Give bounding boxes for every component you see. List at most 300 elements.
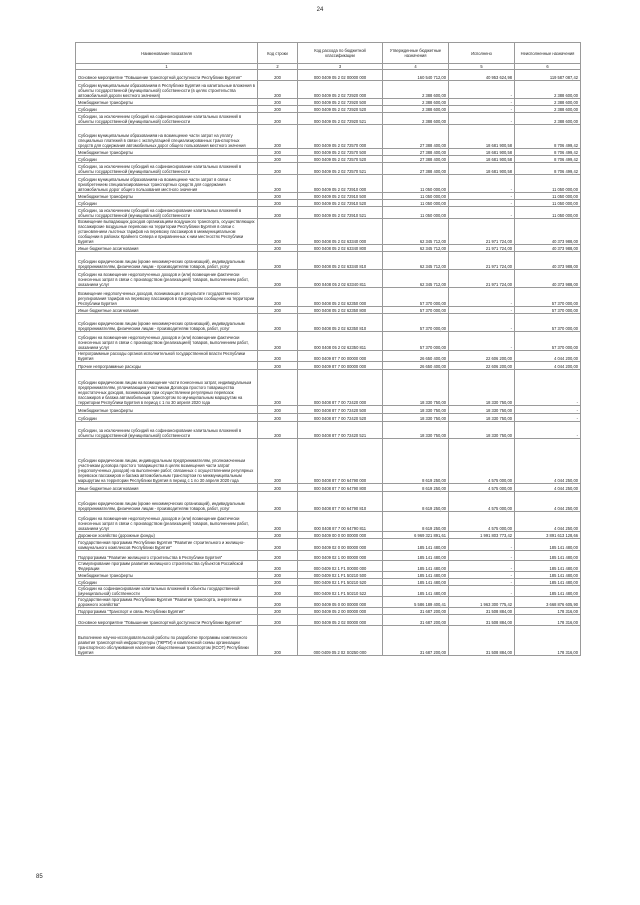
row-line-code: 200: [258, 70, 298, 81]
row-budget-code: 000 0409 05 0 00 00000 000: [298, 597, 383, 608]
row-name: Субсидии юридическим лицам (кроме некоммерческих организаций), индивидуальным предпринимателям, физическим лицам - производителям товаров, работ, услуг: [76, 252, 258, 270]
row-line-code: 200: [258, 156, 298, 163]
row-name: Субсидии: [76, 106, 258, 113]
row-unexecuted: -: [515, 414, 581, 422]
row-executed: -: [449, 561, 515, 572]
row-line-code: 200: [258, 314, 298, 332]
row-executed: 18 681 900,58: [449, 149, 515, 156]
table-row: [76, 193, 581, 200]
column-header-approved: Утвержденные бюджетные назначения: [383, 43, 449, 64]
row-name: Субсидии юридическим лицам (кроме некоммерческих организаций), индивидуальным предпринимателям, физическим лицам - производителям товаров, работ, услуг: [76, 314, 258, 332]
row-budget-code: 000 0408 05 2 02 63340 810: [298, 252, 383, 270]
row-line-code: 200: [258, 106, 298, 113]
table-row: [76, 288, 581, 307]
row-executed: 4 575 000,00: [449, 484, 515, 492]
row-name: Субсидии муниципальным образованиям в Республике Бурятия на капитальные вложения в объекты государственной (муниципальной) собственности (в целях строительства автомобильной дороги местного значения): [76, 81, 258, 99]
row-line-code: 200: [258, 551, 298, 561]
row-unexecuted: 178 316,00: [515, 608, 581, 615]
row-name: Субсидии: [76, 156, 258, 163]
row-budget-code: 000 0409 87 7 00 00000 000: [298, 362, 383, 370]
row-executed: 1 991 803 773,42: [449, 532, 515, 539]
row-executed: 21 971 724,00: [449, 270, 515, 288]
column-header-unexecuted: Неисполненные назначения: [515, 43, 581, 64]
row-approved: 11 050 000,00: [383, 207, 449, 219]
row-executed: -: [449, 207, 515, 219]
row-line-code: 200: [258, 422, 298, 439]
table-row: [76, 245, 581, 252]
table-row: [76, 484, 581, 492]
row-budget-code: 000 0409 00 0 00 00000 000: [298, 532, 383, 539]
row-executed: -: [449, 200, 515, 207]
row-name: Стимулирование программ развития жилищного строительства субъектов Российской Федерации: [76, 561, 258, 572]
row-name: Подпрограмма "Транспорт и связь Республики Бурятия": [76, 608, 258, 615]
table-row: [76, 626, 581, 656]
row-budget-code: 000 0409 05 2 02 72910 520: [298, 200, 383, 207]
table-row: [76, 597, 581, 608]
row-unexecuted: 40 373 988,00: [515, 270, 581, 288]
row-name: Иные бюджетные ассигнования: [76, 484, 258, 492]
row-name: Непрограммные расходы органов исполнительной государственной власти Республики Бурятия: [76, 351, 258, 362]
row-name: Иные бюджетные ассигнования: [76, 307, 258, 314]
row-approved: 5 586 189 400,41: [383, 597, 449, 608]
column-number: 2: [258, 64, 298, 70]
row-name: Возмещение недополученных доходов, возникающих в результате государственного регулирования тарифов на перевозку пассажиров в пригородном сообщении на территории Республики Бурятия: [76, 288, 258, 307]
row-name: Основное мероприятие "Повышение транспортной доступности Республики Бурятия": [76, 70, 258, 81]
table-row: [76, 414, 581, 422]
row-name: Субсидии на софинансирование капитальных вложений в объекты государственной (муниципальной) собственности: [76, 586, 258, 597]
row-unexecuted: 4 044 250,00: [515, 512, 581, 532]
table-row: [76, 492, 581, 512]
row-budget-code: 000 0409 05 2 02 00000 000: [298, 70, 383, 81]
row-line-code: 200: [258, 207, 298, 219]
row-name: Государственная программа Республики Бурятия "Развитие строительного и жилищно-коммунального комплексов Республики Бурятия": [76, 539, 258, 551]
row-unexecuted: 2 388 600,00: [515, 113, 581, 125]
row-unexecuted: 57 370 000,00: [515, 288, 581, 307]
row-executed: -: [449, 332, 515, 351]
row-approved: 18 330 750,00: [383, 414, 449, 422]
row-name: Субсидии: [76, 579, 258, 586]
row-unexecuted: -: [515, 406, 581, 414]
row-name: Субсидии: [76, 200, 258, 207]
row-unexecuted: 57 370 000,00: [515, 332, 581, 351]
row-unexecuted: 4 044 250,00: [515, 439, 581, 484]
row-approved: 18 330 750,00: [383, 406, 449, 414]
row-approved: 2 388 600,00: [383, 106, 449, 113]
table-row: [76, 270, 581, 288]
row-budget-code: 000 0408 87 7 00 64790 811: [298, 512, 383, 532]
row-line-code: 200: [258, 370, 298, 406]
budget-execution-table: [75, 42, 581, 656]
row-budget-code: 000 0409 02 1 F1 00000 000: [298, 561, 383, 572]
row-approved: 62 345 712,00: [383, 270, 449, 288]
row-unexecuted: 8 706 499,42: [515, 125, 581, 149]
table-row: [76, 156, 581, 163]
row-budget-code: 000 0409 02 1 F1 50210 500: [298, 572, 383, 579]
column-number: 3: [298, 64, 383, 70]
row-line-code: 200: [258, 332, 298, 351]
column-header-name: Наименование показателя: [76, 43, 258, 64]
row-executed: -: [449, 307, 515, 314]
row-budget-code: 000 0409 05 2 02 72920 521: [298, 113, 383, 125]
row-name: Иные бюджетные ассигнования: [76, 245, 258, 252]
table-row: [76, 572, 581, 579]
row-budget-code: 000 0408 87 7 00 72420 500: [298, 406, 383, 414]
footer-number: 85: [36, 874, 43, 880]
row-executed: 31 508 884,00: [449, 615, 515, 626]
row-approved: 27 388 400,00: [383, 156, 449, 163]
row-line-code: 200: [258, 270, 298, 288]
row-executed: 18 330 750,00: [449, 414, 515, 422]
row-approved: 2 388 600,00: [383, 99, 449, 106]
row-budget-code: 000 0408 05 2 02 62350 810: [298, 314, 383, 332]
row-approved: 27 388 400,00: [383, 163, 449, 175]
column-number: 5: [449, 64, 515, 70]
row-unexecuted: 57 370 000,00: [515, 307, 581, 314]
row-executed: 21 971 724,00: [449, 252, 515, 270]
table-row: [76, 551, 581, 561]
row-executed: -: [449, 99, 515, 106]
row-approved: 185 141 480,00: [383, 572, 449, 579]
row-line-code: 200: [258, 586, 298, 597]
table-row: [76, 219, 581, 245]
row-name: Прочие непрограммные расходы: [76, 362, 258, 370]
row-approved: 8 619 250,00: [383, 439, 449, 484]
row-line-code: 200: [258, 193, 298, 200]
row-budget-code: 000 0408 87 7 00 72420 000: [298, 370, 383, 406]
row-budget-code: 000 0408 05 2 02 62350 811: [298, 332, 383, 351]
row-line-code: 200: [258, 219, 298, 245]
row-unexecuted: 40 373 988,00: [515, 252, 581, 270]
row-budget-code: 000 0409 02 1 00 00000 000: [298, 551, 383, 561]
row-approved: 31 687 200,00: [383, 615, 449, 626]
row-approved: 185 141 480,00: [383, 579, 449, 586]
table-row: [76, 406, 581, 414]
row-executed: 4 575 000,00: [449, 492, 515, 512]
row-name: Межбюджетные трансферты: [76, 99, 258, 106]
table-row: [76, 422, 581, 439]
row-name: Выполнение научно-исследовательской работы по разработке программы комплексного развития транспортной инфраструктуры (ПКРТИ) и комплексной схемы организации транспортного обслуживания населения общественным транспортом (КСОТ) Республики Бурятия: [76, 626, 258, 656]
row-budget-code: 000 0409 05 2 02 72570 521: [298, 163, 383, 175]
row-line-code: 200: [258, 307, 298, 314]
row-name: Субсидии: [76, 414, 258, 422]
row-line-code: 200: [258, 99, 298, 106]
row-approved: 185 141 480,00: [383, 586, 449, 597]
row-unexecuted: 2 388 600,00: [515, 81, 581, 99]
row-approved: 185 141 480,00: [383, 561, 449, 572]
row-approved: 57 370 000,00: [383, 288, 449, 307]
row-executed: 40 953 624,98: [449, 70, 515, 81]
row-executed: -: [449, 551, 515, 561]
row-line-code: 200: [258, 252, 298, 270]
row-budget-code: 000 0408 87 7 00 72420 521: [298, 422, 383, 439]
row-unexecuted: 185 141 480,00: [515, 572, 581, 579]
row-approved: 27 388 400,00: [383, 149, 449, 156]
row-approved: 57 370 000,00: [383, 332, 449, 351]
row-unexecuted: 8 706 499,42: [515, 163, 581, 175]
table-header-row: [76, 43, 581, 64]
row-approved: 11 050 000,00: [383, 175, 449, 193]
row-name: Основное мероприятие "Повышение транспортной доступности Республики Бурятия": [76, 615, 258, 626]
table-row: [76, 81, 581, 99]
row-budget-code: 000 0408 05 2 02 62350 800: [298, 307, 383, 314]
table-row: [76, 163, 581, 175]
row-approved: 185 141 480,00: [383, 551, 449, 561]
table-row: [76, 439, 581, 484]
row-approved: 2 388 600,00: [383, 81, 449, 99]
row-line-code: 200: [258, 579, 298, 586]
row-executed: 1 963 300 775,42: [449, 597, 515, 608]
row-line-code: 200: [258, 492, 298, 512]
row-approved: 57 370 000,00: [383, 314, 449, 332]
table-row: [76, 252, 581, 270]
row-approved: 31 687 200,00: [383, 608, 449, 615]
row-executed: -: [449, 175, 515, 193]
column-header-budget-code: Код расхода по бюджетной классификации: [298, 43, 383, 64]
row-line-code: 200: [258, 113, 298, 125]
table-row: [76, 106, 581, 113]
row-budget-code: 000 0408 05 2 02 63340 811: [298, 270, 383, 288]
row-unexecuted: 3 891 613 128,66: [515, 532, 581, 539]
row-budget-code: 000 0408 05 2 02 63340 800: [298, 245, 383, 252]
row-approved: 8 619 250,00: [383, 484, 449, 492]
row-line-code: 200: [258, 484, 298, 492]
row-executed: 21 971 724,00: [449, 219, 515, 245]
row-name: Возмещение выпадающих доходов организациям воздушного транспорта, осуществляющих пассажирские воздушные перевозки на территории Республики Бурятия в связи с установлением льготных тарифов на перевозку пассажиров в межмуниципальном сообщении в районах Крайнего Севера и приравненных к ним местностях Республики Бурятия: [76, 219, 258, 245]
row-budget-code: 000 0409 02 1 F1 50210 520: [298, 579, 383, 586]
row-unexecuted: 178 316,00: [515, 626, 581, 656]
row-name: Межбюджетные трансферты: [76, 406, 258, 414]
row-executed: 18 681 900,58: [449, 163, 515, 175]
row-line-code: 200: [258, 81, 298, 99]
row-unexecuted: 4 044 250,00: [515, 484, 581, 492]
row-approved: 11 050 000,00: [383, 193, 449, 200]
row-unexecuted: 11 050 000,00: [515, 193, 581, 200]
table-row: [76, 332, 581, 351]
table-row: [76, 207, 581, 219]
row-executed: -: [449, 81, 515, 99]
row-budget-code: 000 0408 87 7 00 64790 800: [298, 484, 383, 492]
row-approved: 18 330 750,00: [383, 422, 449, 439]
row-executed: 18 330 750,00: [449, 422, 515, 439]
row-line-code: 200: [258, 626, 298, 656]
row-unexecuted: 8 706 499,42: [515, 156, 581, 163]
table-row: [76, 314, 581, 332]
column-header-line-code: Код строки: [258, 43, 298, 64]
row-line-code: 200: [258, 125, 298, 149]
table-row: [76, 175, 581, 193]
row-line-code: 200: [258, 351, 298, 362]
table-row: [76, 370, 581, 406]
row-line-code: 200: [258, 149, 298, 156]
row-line-code: 200: [258, 406, 298, 414]
row-line-code: 200: [258, 532, 298, 539]
row-line-code: 200: [258, 288, 298, 307]
table-row: [76, 608, 581, 615]
row-approved: 160 540 712,00: [383, 70, 449, 81]
table-row: [76, 99, 581, 106]
row-unexecuted: 8 706 499,42: [515, 149, 581, 156]
row-unexecuted: 4 044 250,00: [515, 492, 581, 512]
row-budget-code: 000 0409 05 2 02 72920 000: [298, 81, 383, 99]
row-name: Субсидии, за исключением субсидий на софинансирование капитальных вложений в объекты государственной (муниципальной) собственности: [76, 422, 258, 439]
column-number: 1: [76, 64, 258, 70]
table-row: [76, 586, 581, 597]
row-executed: 18 681 900,58: [449, 156, 515, 163]
row-line-code: 200: [258, 200, 298, 207]
row-budget-code: 000 0409 87 7 00 00000 000: [298, 351, 383, 362]
table-row: [76, 539, 581, 551]
table-row: [76, 579, 581, 586]
row-budget-code: 000 0409 05 2 02 72920 500: [298, 99, 383, 106]
row-line-code: 200: [258, 597, 298, 608]
row-budget-code: 000 0409 05 2 02 72910 521: [298, 207, 383, 219]
row-approved: 2 388 600,00: [383, 113, 449, 125]
row-approved: 8 619 250,00: [383, 492, 449, 512]
table-row: [76, 351, 581, 362]
row-executed: -: [449, 113, 515, 125]
row-approved: 57 370 000,00: [383, 307, 449, 314]
row-approved: 8 619 250,00: [383, 512, 449, 532]
row-budget-code: 000 0409 02 0 00 00000 000: [298, 539, 383, 551]
row-unexecuted: 11 050 000,00: [515, 175, 581, 193]
row-approved: 11 050 000,00: [383, 200, 449, 207]
row-budget-code: 000 0409 05 2 02 72910 500: [298, 193, 383, 200]
row-unexecuted: 178 316,00: [515, 615, 581, 626]
row-name: Межбюджетные трансферты: [76, 572, 258, 579]
row-approved: 62 345 712,00: [383, 245, 449, 252]
row-unexecuted: 119 587 087,42: [515, 70, 581, 81]
row-budget-code: 000 0409 05 2 02 72910 000: [298, 175, 383, 193]
table-row: [76, 615, 581, 626]
row-name: Субсидии юридическим лицам, индивидуальным предпринимателям, уполномоченным участникам договора простого товарищества в целях возмещения части затрат (недополученных доходов) на выполнение работ, связанных с осуществлением регулярных перевозок пассажиров и багажа автомобильным транспортом по межмуниципальным маршрутам на территории Республики Бурятия в период с 1 по 30 апреля 2020 года: [76, 439, 258, 484]
row-name: Субсидии, за исключением субсидий на софинансирование капитальных вложений в объекты государственной (муниципальной) собственности: [76, 113, 258, 125]
row-unexecuted: 185 141 480,00: [515, 561, 581, 572]
row-budget-code: 000 0409 05 2 02 72570 520: [298, 156, 383, 163]
row-executed: -: [449, 572, 515, 579]
column-number: 6: [515, 64, 581, 70]
row-executed: 4 575 000,00: [449, 439, 515, 484]
row-executed: -: [449, 579, 515, 586]
row-unexecuted: 2 388 600,00: [515, 99, 581, 106]
row-budget-code: 000 0409 05 2 02 72920 520: [298, 106, 383, 113]
row-unexecuted: 11 050 000,00: [515, 207, 581, 219]
row-unexecuted: 4 044 200,00: [515, 362, 581, 370]
row-name: Подпрограмма "Развитие жилищного строительства в Республике Бурятия": [76, 551, 258, 561]
row-approved: 18 330 750,00: [383, 370, 449, 406]
row-unexecuted: 185 141 480,00: [515, 586, 581, 597]
row-executed: -: [449, 288, 515, 307]
column-header-executed: Исполнено: [449, 43, 515, 64]
row-line-code: 200: [258, 608, 298, 615]
row-name: Субсидии на возмещение недополученных доходов и (или) возмещение фактически понесенных затрат в связи с производством (реализацией) товаров, выполнением работ, оказанием услуг: [76, 270, 258, 288]
row-name: Дорожное хозяйство (дорожные фонды): [76, 532, 258, 539]
row-unexecuted: -: [515, 370, 581, 406]
table-row: [76, 362, 581, 370]
row-line-code: 200: [258, 414, 298, 422]
row-budget-code: 000 0408 87 7 00 64790 810: [298, 492, 383, 512]
row-unexecuted: -: [515, 422, 581, 439]
row-unexecuted: 11 050 000,00: [515, 200, 581, 207]
row-executed: 4 575 000,00: [449, 512, 515, 532]
row-name: Государственная программа Республики Бурятия "Развитие транспорта, энергетики и дорожного хозяйства": [76, 597, 258, 608]
row-approved: 185 141 480,00: [383, 539, 449, 551]
row-approved: 27 388 400,00: [383, 125, 449, 149]
row-name: Субсидии муниципальным образованиям на возмещение части затрат в связи с приобретением специализированных транспортных средств для содержания автомобильных дорог общего пользования местного значения: [76, 175, 258, 193]
table-row: [76, 307, 581, 314]
row-executed: 21 971 724,00: [449, 245, 515, 252]
row-approved: 62 345 712,00: [383, 219, 449, 245]
row-executed: 18 330 750,00: [449, 406, 515, 414]
table-row: [76, 113, 581, 125]
row-unexecuted: 185 141 480,00: [515, 579, 581, 586]
row-unexecuted: 40 373 988,00: [515, 245, 581, 252]
row-executed: 22 606 200,00: [449, 362, 515, 370]
table-row: [76, 200, 581, 207]
row-line-code: 200: [258, 512, 298, 532]
row-executed: -: [449, 314, 515, 332]
row-executed: -: [449, 586, 515, 597]
row-line-code: 200: [258, 615, 298, 626]
row-executed: 18 681 900,58: [449, 125, 515, 149]
row-executed: 22 606 200,00: [449, 351, 515, 362]
row-budget-code: 000 0409 05 2 02 72570 500: [298, 149, 383, 156]
row-approved: 6 969 321 891,61: [383, 532, 449, 539]
row-unexecuted: 4 044 200,00: [515, 351, 581, 362]
row-budget-code: 000 0409 05 2 02 72570 000: [298, 125, 383, 149]
row-name: Субсидии юридическим лицам (кроме некоммерческих организаций), индивидуальным предпринимателям, физическим лицам - производителям товаров, работ, услуг: [76, 492, 258, 512]
row-executed: 31 508 884,00: [449, 626, 515, 656]
row-unexecuted: 3 668 876 605,90: [515, 597, 581, 608]
row-approved: 26 650 400,00: [383, 362, 449, 370]
row-budget-code: 000 0408 87 7 00 64790 000: [298, 439, 383, 484]
table-row: [76, 561, 581, 572]
row-budget-code: 000 0409 05 2 02 S0250 000: [298, 626, 383, 656]
row-name: Субсидии на возмещение недополученных доходов и (или) возмещение фактически понесенных затрат в связи с производством (реализацией) товаров, выполнением работ, оказанием услуг: [76, 512, 258, 532]
row-unexecuted: 57 370 000,00: [515, 314, 581, 332]
row-unexecuted: 2 388 600,00: [515, 106, 581, 113]
row-unexecuted: 185 141 480,00: [515, 539, 581, 551]
row-name: Субсидии юридическим лицам на возмещение части понесенных затрат, индивидуальным предпринимателям, уплачивающим участникам Договора простого товарищества недостаточных доходов, возникающих при осуществлении регулярных перевозок пассажиров и багажа автомобильным транспортом по муниципальным маршрутам на территории Республики Бурятия в период с 1 по 30 апреля 2020 года: [76, 370, 258, 406]
row-line-code: 200: [258, 163, 298, 175]
row-budget-code: 000 0409 02 1 F1 50210 522: [298, 586, 383, 597]
page-number: 24: [316, 7, 324, 13]
row-budget-code: 000 0408 05 2 02 62350 000: [298, 288, 383, 307]
table-row: [76, 70, 581, 81]
table-row: [76, 512, 581, 532]
row-line-code: 200: [258, 539, 298, 551]
row-line-code: 200: [258, 175, 298, 193]
row-approved: 31 687 200,00: [383, 626, 449, 656]
row-unexecuted: 185 141 480,00: [515, 551, 581, 561]
row-name: Межбюджетные трансферты: [76, 149, 258, 156]
row-approved: 26 650 400,00: [383, 351, 449, 362]
row-executed: 31 508 884,00: [449, 608, 515, 615]
table-row: [76, 149, 581, 156]
row-line-code: 200: [258, 572, 298, 579]
row-executed: -: [449, 539, 515, 551]
row-budget-code: 000 0408 87 7 00 72420 520: [298, 414, 383, 422]
row-name: Субсидии муниципальным образованиям на возмещение части затрат на уплату специальных платежей в связи с эксплуатацией специализированных транспортных средств для содержания автомобильных дорог общего пользования местного значения: [76, 125, 258, 149]
row-executed: 18 330 750,00: [449, 370, 515, 406]
row-budget-code: 000 0409 05 2 02 00000 000: [298, 615, 383, 626]
row-name: Межбюджетные трансферты: [76, 193, 258, 200]
row-name: Субсидии, за исключением субсидий на софинансирование капитальных вложений в объекты государственной (муниципальной) собственности: [76, 163, 258, 175]
row-budget-code: 000 0409 05 2 00 00000 000: [298, 608, 383, 615]
row-executed: -: [449, 193, 515, 200]
row-line-code: 200: [258, 439, 298, 484]
row-line-code: 200: [258, 245, 298, 252]
row-name: Субсидии, за исключением субсидий на софинансирование капитальных вложений в объекты государственной (муниципальной) собственности: [76, 207, 258, 219]
